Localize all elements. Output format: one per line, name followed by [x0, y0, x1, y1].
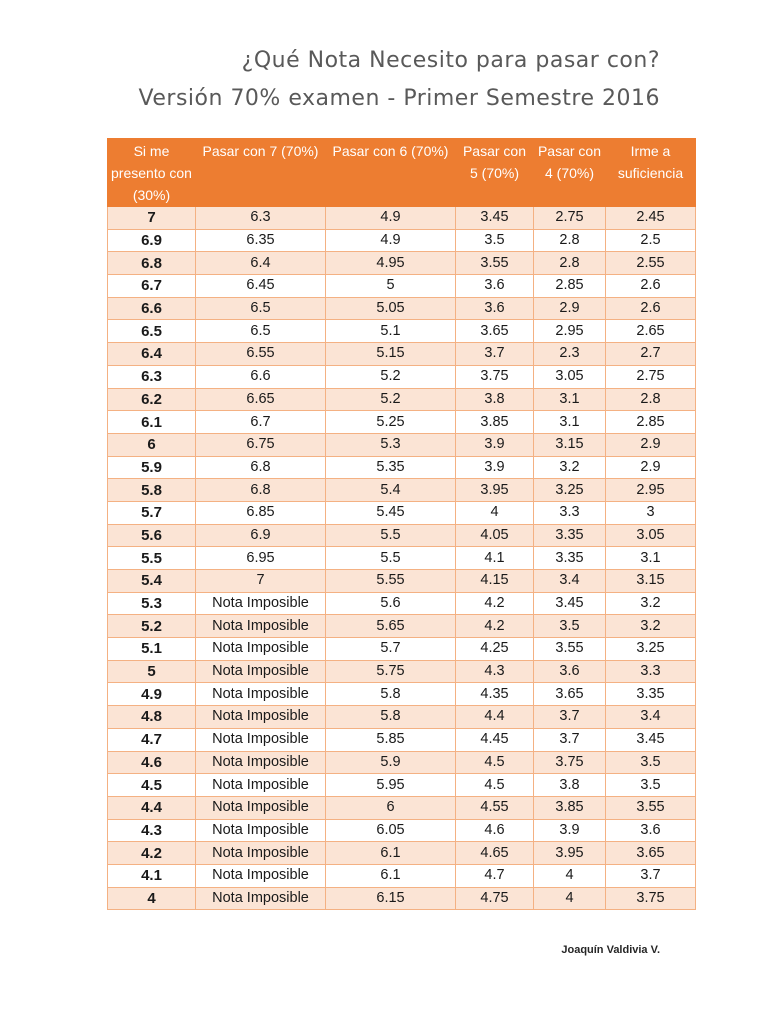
grade-cell: 5.6	[108, 524, 196, 547]
grade-cell: 6.3	[108, 365, 196, 388]
grade-cell: 5.5	[108, 547, 196, 570]
table-row	[108, 774, 696, 797]
pasar-6-cell: 5.9	[326, 751, 456, 774]
pasar-4-cell: 3.1	[534, 411, 606, 434]
table-body	[108, 207, 696, 910]
pasar-7-cell: Nota Imposible	[196, 751, 326, 774]
table-row	[108, 842, 696, 865]
column-header-suficiencia: Irme a suficiencia	[606, 139, 696, 207]
pasar-5-cell: 4.35	[456, 683, 534, 706]
table-row	[108, 660, 696, 683]
pasar-4-cell: 3.35	[534, 524, 606, 547]
pasar-6-cell: 5.3	[326, 433, 456, 456]
column-header-presento: Si me presento con (30%)	[108, 139, 196, 207]
grade-cell: 4.7	[108, 728, 196, 751]
pasar-4-cell: 3.85	[534, 796, 606, 819]
suficiencia-cell: 2.75	[606, 365, 696, 388]
pasar-7-cell: 6.9	[196, 524, 326, 547]
pasar-4-cell: 2.95	[534, 320, 606, 343]
grade-cell: 4.3	[108, 819, 196, 842]
pasar-4-cell: 3.4	[534, 570, 606, 593]
pasar-6-cell: 4.9	[326, 207, 456, 230]
pasar-6-cell: 6.1	[326, 864, 456, 887]
pasar-4-cell: 3.7	[534, 706, 606, 729]
table-row	[108, 343, 696, 366]
suficiencia-cell: 3.2	[606, 592, 696, 615]
pasar-5-cell: 4.5	[456, 774, 534, 797]
pasar-4-cell: 3.75	[534, 751, 606, 774]
pasar-6-cell: 4.95	[326, 252, 456, 275]
pasar-6-cell: 5.55	[326, 570, 456, 593]
suficiencia-cell: 3.15	[606, 570, 696, 593]
suficiencia-cell: 2.85	[606, 411, 696, 434]
pasar-7-cell: Nota Imposible	[196, 660, 326, 683]
grade-cell: 6.2	[108, 388, 196, 411]
column-header-pasar-4: Pasar con 4 (70%)	[534, 139, 606, 207]
table-row	[108, 728, 696, 751]
suficiencia-cell: 3	[606, 501, 696, 524]
grade-cell: 5.3	[108, 592, 196, 615]
pasar-7-cell: 6.4	[196, 252, 326, 275]
table-row	[108, 887, 696, 910]
table-row	[108, 592, 696, 615]
pasar-7-cell: 6.6	[196, 365, 326, 388]
pasar-7-cell: Nota Imposible	[196, 615, 326, 638]
pasar-6-cell: 5.1	[326, 320, 456, 343]
suficiencia-cell: 3.3	[606, 660, 696, 683]
suficiencia-cell: 3.5	[606, 751, 696, 774]
grade-cell: 4.4	[108, 796, 196, 819]
pasar-7-cell: 6.7	[196, 411, 326, 434]
pasar-7-cell: Nota Imposible	[196, 683, 326, 706]
grade-cell: 5.7	[108, 501, 196, 524]
pasar-5-cell: 3.85	[456, 411, 534, 434]
pasar-5-cell: 4.2	[456, 592, 534, 615]
pasar-6-cell: 5.2	[326, 365, 456, 388]
pasar-4-cell: 2.9	[534, 297, 606, 320]
pasar-4-cell: 3.45	[534, 592, 606, 615]
grades-table	[107, 138, 696, 910]
suficiencia-cell: 2.6	[606, 297, 696, 320]
pasar-4-cell: 2.8	[534, 229, 606, 252]
page-title: ¿Qué Nota Necesito para pasar con?	[241, 48, 660, 73]
suficiencia-cell: 3.6	[606, 819, 696, 842]
pasar-6-cell: 5.65	[326, 615, 456, 638]
table-row	[108, 388, 696, 411]
pasar-5-cell: 4.3	[456, 660, 534, 683]
pasar-6-cell: 5.5	[326, 547, 456, 570]
pasar-7-cell: Nota Imposible	[196, 796, 326, 819]
grade-cell: 6	[108, 433, 196, 456]
pasar-6-cell: 4.9	[326, 229, 456, 252]
pasar-6-cell: 6.15	[326, 887, 456, 910]
pasar-7-cell: 6.3	[196, 207, 326, 230]
suficiencia-cell: 3.55	[606, 796, 696, 819]
pasar-5-cell: 3.6	[456, 275, 534, 298]
pasar-5-cell: 3.9	[456, 456, 534, 479]
grade-cell: 4.6	[108, 751, 196, 774]
table-row	[108, 229, 696, 252]
table-row	[108, 252, 696, 275]
pasar-5-cell: 3.65	[456, 320, 534, 343]
pasar-4-cell: 3.8	[534, 774, 606, 797]
pasar-4-cell: 3.3	[534, 501, 606, 524]
table-header	[108, 139, 696, 207]
pasar-5-cell: 3.6	[456, 297, 534, 320]
pasar-4-cell: 2.75	[534, 207, 606, 230]
pasar-6-cell: 5.85	[326, 728, 456, 751]
pasar-7-cell: 6.55	[196, 343, 326, 366]
pasar-7-cell: 6.75	[196, 433, 326, 456]
pasar-5-cell: 3.8	[456, 388, 534, 411]
pasar-6-cell: 5.4	[326, 479, 456, 502]
table-row	[108, 683, 696, 706]
pasar-6-cell: 6.1	[326, 842, 456, 865]
pasar-5-cell: 3.55	[456, 252, 534, 275]
pasar-6-cell: 5.8	[326, 706, 456, 729]
grade-cell: 6.1	[108, 411, 196, 434]
title-block	[139, 44, 660, 116]
pasar-5-cell: 4.25	[456, 638, 534, 661]
pasar-5-cell: 4.2	[456, 615, 534, 638]
pasar-6-cell: 5.5	[326, 524, 456, 547]
pasar-6-cell: 5.75	[326, 660, 456, 683]
pasar-4-cell: 3.05	[534, 365, 606, 388]
table-row	[108, 819, 696, 842]
pasar-5-cell: 4.1	[456, 547, 534, 570]
pasar-4-cell: 3.9	[534, 819, 606, 842]
table-row	[108, 796, 696, 819]
pasar-5-cell: 4	[456, 501, 534, 524]
pasar-5-cell: 3.9	[456, 433, 534, 456]
pasar-5-cell: 4.4	[456, 706, 534, 729]
pasar-5-cell: 4.5	[456, 751, 534, 774]
pasar-7-cell: Nota Imposible	[196, 819, 326, 842]
pasar-7-cell: Nota Imposible	[196, 842, 326, 865]
pasar-7-cell: 6.5	[196, 297, 326, 320]
grade-cell: 4.9	[108, 683, 196, 706]
suficiencia-cell: 2.95	[606, 479, 696, 502]
pasar-5-cell: 4.75	[456, 887, 534, 910]
table-row	[108, 411, 696, 434]
pasar-7-cell: Nota Imposible	[196, 864, 326, 887]
suficiencia-cell: 3.25	[606, 638, 696, 661]
grade-cell: 4.5	[108, 774, 196, 797]
grade-cell: 4.1	[108, 864, 196, 887]
pasar-6-cell: 5.2	[326, 388, 456, 411]
table-row	[108, 570, 696, 593]
pasar-5-cell: 4.65	[456, 842, 534, 865]
pasar-5-cell: 3.7	[456, 343, 534, 366]
pasar-7-cell: 6.65	[196, 388, 326, 411]
pasar-6-cell: 5	[326, 275, 456, 298]
pasar-4-cell: 2.8	[534, 252, 606, 275]
grade-cell: 6.9	[108, 229, 196, 252]
grade-cell: 5	[108, 660, 196, 683]
suficiencia-cell: 3.2	[606, 615, 696, 638]
pasar-6-cell: 5.95	[326, 774, 456, 797]
table-row	[108, 365, 696, 388]
header-row	[108, 139, 696, 207]
pasar-7-cell: 6.45	[196, 275, 326, 298]
grade-cell: 6.7	[108, 275, 196, 298]
pasar-5-cell: 4.7	[456, 864, 534, 887]
table-row	[108, 433, 696, 456]
pasar-7-cell: Nota Imposible	[196, 728, 326, 751]
suficiencia-cell: 3.45	[606, 728, 696, 751]
pasar-4-cell: 2.85	[534, 275, 606, 298]
suficiencia-cell: 3.4	[606, 706, 696, 729]
pasar-7-cell: 6.8	[196, 479, 326, 502]
grade-cell: 5.8	[108, 479, 196, 502]
pasar-5-cell: 4.55	[456, 796, 534, 819]
pasar-7-cell: Nota Imposible	[196, 706, 326, 729]
column-header-pasar-5: Pasar con 5 (70%)	[456, 139, 534, 207]
table-row	[108, 547, 696, 570]
column-header-pasar-6: Pasar con 6 (70%)	[326, 139, 456, 207]
pasar-4-cell: 3.95	[534, 842, 606, 865]
pasar-7-cell: 6.8	[196, 456, 326, 479]
pasar-4-cell: 3.65	[534, 683, 606, 706]
pasar-5-cell: 3.45	[456, 207, 534, 230]
pasar-4-cell: 2.3	[534, 343, 606, 366]
table-row	[108, 615, 696, 638]
pasar-4-cell: 3.35	[534, 547, 606, 570]
table-row	[108, 456, 696, 479]
suficiencia-cell: 3.05	[606, 524, 696, 547]
table-row	[108, 479, 696, 502]
pasar-4-cell: 3.55	[534, 638, 606, 661]
pasar-7-cell: 6.85	[196, 501, 326, 524]
suficiencia-cell: 3.35	[606, 683, 696, 706]
grade-cell: 5.9	[108, 456, 196, 479]
pasar-4-cell: 4	[534, 887, 606, 910]
pasar-5-cell: 3.95	[456, 479, 534, 502]
author-signature: Joaquín Valdivia V.	[561, 944, 660, 956]
table-row	[108, 524, 696, 547]
suficiencia-cell: 2.6	[606, 275, 696, 298]
pasar-5-cell: 3.5	[456, 229, 534, 252]
pasar-7-cell: 7	[196, 570, 326, 593]
pasar-5-cell: 3.75	[456, 365, 534, 388]
grade-cell: 5.2	[108, 615, 196, 638]
pasar-6-cell: 5.15	[326, 343, 456, 366]
grade-cell: 4	[108, 887, 196, 910]
pasar-5-cell: 4.45	[456, 728, 534, 751]
grade-cell: 6.8	[108, 252, 196, 275]
grade-cell: 6.6	[108, 297, 196, 320]
suficiencia-cell: 2.65	[606, 320, 696, 343]
pasar-6-cell: 5.45	[326, 501, 456, 524]
pasar-6-cell: 5.7	[326, 638, 456, 661]
pasar-4-cell: 3.2	[534, 456, 606, 479]
pasar-5-cell: 4.05	[456, 524, 534, 547]
pasar-6-cell: 6.05	[326, 819, 456, 842]
table-row	[108, 207, 696, 230]
pasar-6-cell: 5.8	[326, 683, 456, 706]
table-row	[108, 297, 696, 320]
pasar-5-cell: 4.6	[456, 819, 534, 842]
pasar-7-cell: 6.5	[196, 320, 326, 343]
pasar-4-cell: 3.7	[534, 728, 606, 751]
table-row	[108, 501, 696, 524]
table-row	[108, 320, 696, 343]
column-header-pasar-7: Pasar con 7 (70%)	[196, 139, 326, 207]
suficiencia-cell: 3.5	[606, 774, 696, 797]
pasar-7-cell: Nota Imposible	[196, 592, 326, 615]
suficiencia-cell: 2.55	[606, 252, 696, 275]
pasar-6-cell: 6	[326, 796, 456, 819]
suficiencia-cell: 3.1	[606, 547, 696, 570]
page-subtitle: Versión 70% examen - Primer Semestre 2016	[138, 86, 660, 111]
suficiencia-cell: 3.7	[606, 864, 696, 887]
pasar-6-cell: 5.05	[326, 297, 456, 320]
grade-cell: 6.4	[108, 343, 196, 366]
grade-cell: 5.1	[108, 638, 196, 661]
pasar-4-cell: 3.6	[534, 660, 606, 683]
suficiencia-cell: 2.5	[606, 229, 696, 252]
suficiencia-cell: 2.9	[606, 433, 696, 456]
table-row	[108, 864, 696, 887]
grade-cell: 4.2	[108, 842, 196, 865]
grade-cell: 7	[108, 207, 196, 230]
pasar-4-cell: 3.25	[534, 479, 606, 502]
pasar-6-cell: 5.6	[326, 592, 456, 615]
pasar-7-cell: Nota Imposible	[196, 774, 326, 797]
pasar-4-cell: 3.5	[534, 615, 606, 638]
pasar-7-cell: Nota Imposible	[196, 887, 326, 910]
table-row	[108, 751, 696, 774]
suficiencia-cell: 2.9	[606, 456, 696, 479]
pasar-4-cell: 4	[534, 864, 606, 887]
pasar-7-cell: 6.95	[196, 547, 326, 570]
suficiencia-cell: 2.45	[606, 207, 696, 230]
pasar-6-cell: 5.25	[326, 411, 456, 434]
suficiencia-cell: 3.75	[606, 887, 696, 910]
pasar-7-cell: Nota Imposible	[196, 638, 326, 661]
pasar-6-cell: 5.35	[326, 456, 456, 479]
grade-cell: 5.4	[108, 570, 196, 593]
table-row	[108, 275, 696, 298]
table-row	[108, 638, 696, 661]
pasar-4-cell: 3.1	[534, 388, 606, 411]
pasar-7-cell: 6.35	[196, 229, 326, 252]
grade-cell: 6.5	[108, 320, 196, 343]
pasar-4-cell: 3.15	[534, 433, 606, 456]
table-row	[108, 706, 696, 729]
pasar-5-cell: 4.15	[456, 570, 534, 593]
suficiencia-cell: 2.7	[606, 343, 696, 366]
suficiencia-cell: 2.8	[606, 388, 696, 411]
suficiencia-cell: 3.65	[606, 842, 696, 865]
grade-cell: 4.8	[108, 706, 196, 729]
